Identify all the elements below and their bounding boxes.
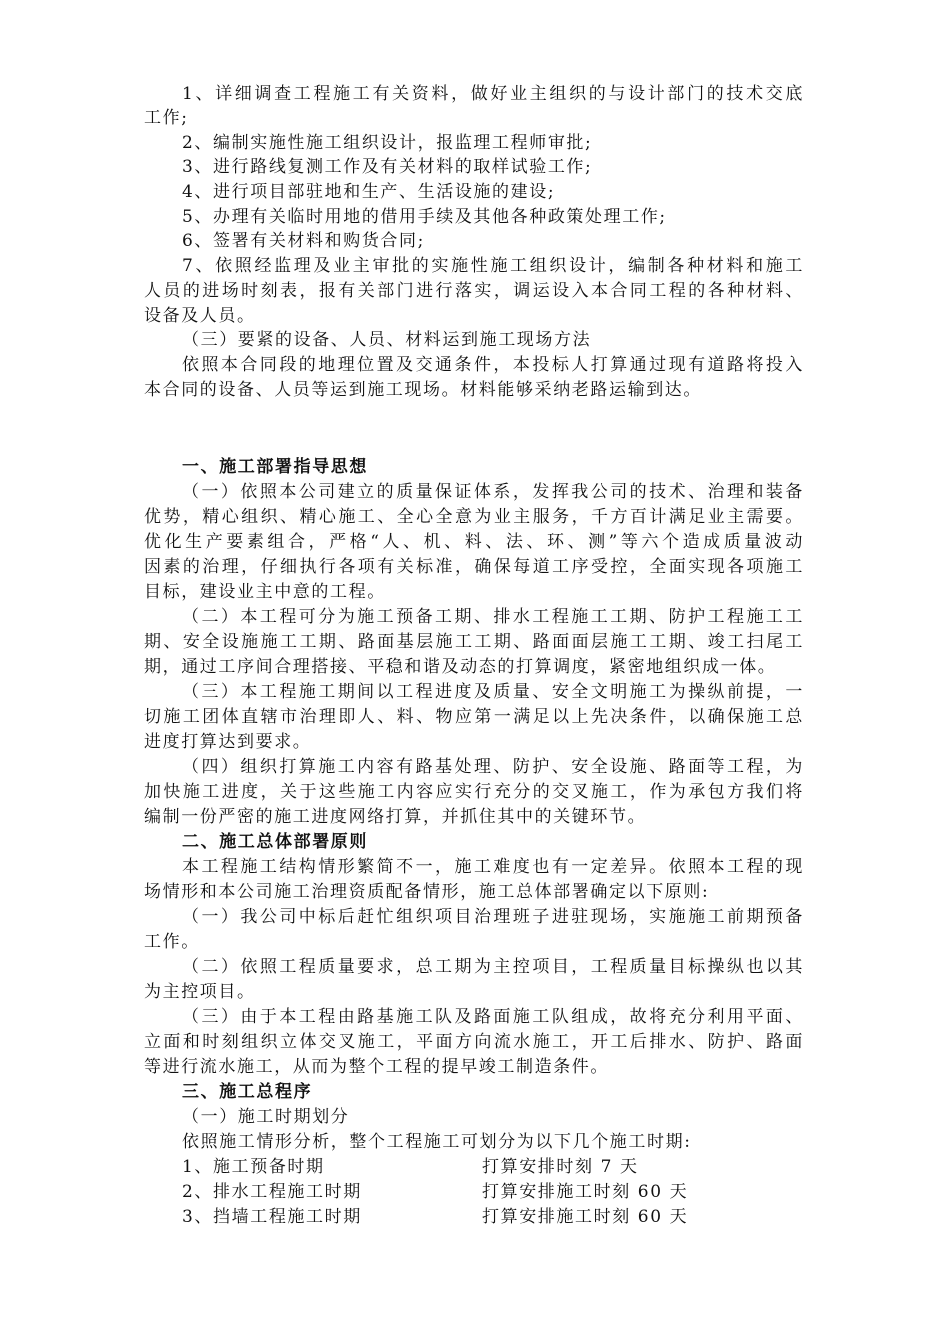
section-3-heading: 三、施工总程序 xyxy=(182,1082,313,1102)
section-2-p3-line-2: 立面和时刻组织立体交叉施工，平面方向流水施工，开工后排水、防护、路面 xyxy=(144,1032,804,1052)
prep-item-7-line-3: 设备及人员。 xyxy=(144,306,256,326)
prep-item-1-line-2: 工作; xyxy=(144,108,189,128)
phase-row-1-name: 1、施工预备时期 xyxy=(182,1157,325,1177)
prep-item-3: 3、进行路线复测工作及有关材料的取样试验工作; xyxy=(182,157,593,177)
prep-item-4: 4、进行项目部驻地和生产、生活设施的建设; xyxy=(182,182,556,202)
section-1-p1-line-2: 优势，精心组织、精心施工、全心全意为业主服务，千方百计满足业主需要。 xyxy=(144,507,804,527)
prep-item-6: 6、签署有关材料和购货合同; xyxy=(182,231,425,251)
section-1-p2-line-1: （二）本工程可分为施工预备工期、排水工程施工工期、防护工程施工工 xyxy=(182,607,804,627)
phase-row-2-name: 2、排水工程施工时期 xyxy=(182,1182,362,1202)
section-1-p3-line-3: 进度打算达到要求。 xyxy=(144,732,312,752)
section-1-p4-line-3: 编制一份严密的施工进度网络打算，并抓住其中的关键环节。 xyxy=(144,807,647,827)
prep-item-7-line-2: 人员的进场时刻表，报有关部门进行落实，调运设入本合同工程的各种材料、 xyxy=(144,281,804,301)
prep-item-2: 2、编制实施性施工组织设计，报监理工程师审批; xyxy=(182,133,593,153)
section-1-p2-line-2: 期、安全设施施工工期、路面基层施工工期、路面面层施工工期、竣工扫尾工 xyxy=(144,632,804,652)
section-3-subsection-1-title: （一）施工时期划分 xyxy=(182,1107,350,1127)
phase-row-1-plan: 打算安排时刻 7 天 xyxy=(482,1157,639,1177)
section-2-p2-line-1: （二）依照工程质量要求，总工期为主控项目，工程质量目标操纵也以其 xyxy=(182,957,804,977)
section-1-p4-line-1: （四）组织打算施工内容有路基处理、防护、安全设施、路面等工程，为 xyxy=(182,757,804,777)
section-2-intro-line-2: 场情形和本公司施工治理资质配备情形，施工总体部署确定以下原则: xyxy=(144,882,710,902)
section-1-heading: 一、施工部署指导思想 xyxy=(182,457,368,477)
section-1-p1-line-4: 因素的治理，仔细执行各项有关标准，确保每道工序受控，全面实现各项施工 xyxy=(144,557,804,577)
section-2-p2-line-2: 为主控项目。 xyxy=(144,982,256,1002)
section-1-p1-line-3: 优化生产要素组合，严格“人、机、料、法、环、测”等六个造成质量波动 xyxy=(144,532,804,552)
section-2-p1-line-2: 工作。 xyxy=(144,932,200,952)
prep-subsection-3-title: （三）要紧的设备、人员、材料运到施工现场方法 xyxy=(182,330,592,350)
section-3-intro: 依照施工情形分析，整个工程施工可划分为以下几个施工时期: xyxy=(182,1132,692,1152)
phase-row-3-name: 3、挡墙工程施工时期 xyxy=(182,1207,362,1227)
prep-subsection-3-line-2: 本合同的设备、人员等运到施工现场。材料能够采纳老路运输到达。 xyxy=(144,380,702,400)
section-1-p3-line-2: 切施工团体直辖市治理即人、料、物应第一满足以上先决条件，以确保施工总 xyxy=(144,707,804,727)
section-2-intro-line-1: 本工程施工结构情形繁简不一，施工难度也有一定差异。依照本工程的现 xyxy=(182,857,804,877)
phase-row-2-plan: 打算安排施工时刻 60 天 xyxy=(482,1182,689,1202)
section-1-p3-line-1: （三）本工程施工期间以工程进度及质量、安全文明施工为操纵前提，一 xyxy=(182,682,804,702)
prep-item-7-line-1: 7、依照经监理及业主审批的实施性施工组织设计，编制各种材料和施工 xyxy=(182,256,804,276)
prep-subsection-3-line-1: 依照本合同段的地理位置及交通条件，本投标人打算通过现有道路将投入 xyxy=(182,355,804,375)
section-2-p3-line-3: 等进行流水施工，从而为整个工程的提早竣工制造条件。 xyxy=(144,1057,609,1077)
section-1-p2-line-3: 期，通过工序间合理搭接、平稳和谐及动态的打算调度，紧密地组织成一体。 xyxy=(144,657,777,677)
section-1-p1-line-5: 目标，建设业主中意的工程。 xyxy=(144,582,386,602)
phase-row-3-plan: 打算安排施工时刻 60 天 xyxy=(482,1207,689,1227)
section-1-p4-line-2: 加快施工进度，关于这些施工内容应实行充分的交叉施工，作为承包方我们将 xyxy=(144,782,804,802)
section-2-p1-line-1: （一）我公司中标后赶忙组织项目治理班子进驻现场，实施施工前期预备 xyxy=(182,907,804,927)
section-2-heading: 二、施工总体部署原则 xyxy=(182,832,368,852)
prep-item-1-line-1: 1、详细调查工程施工有关资料，做好业主组织的与设计部门的技术交底 xyxy=(182,84,804,104)
prep-item-5: 5、办理有关临时用地的借用手续及其他各种政策处理工作; xyxy=(182,207,667,227)
section-2-p3-line-1: （三）由于本工程由路基施工队及路面施工队组成，故将充分利用平面、 xyxy=(182,1007,804,1027)
section-1-p1-line-1: （一）依照本公司建立的质量保证体系，发挥我公司的技术、治理和装备 xyxy=(182,482,804,502)
